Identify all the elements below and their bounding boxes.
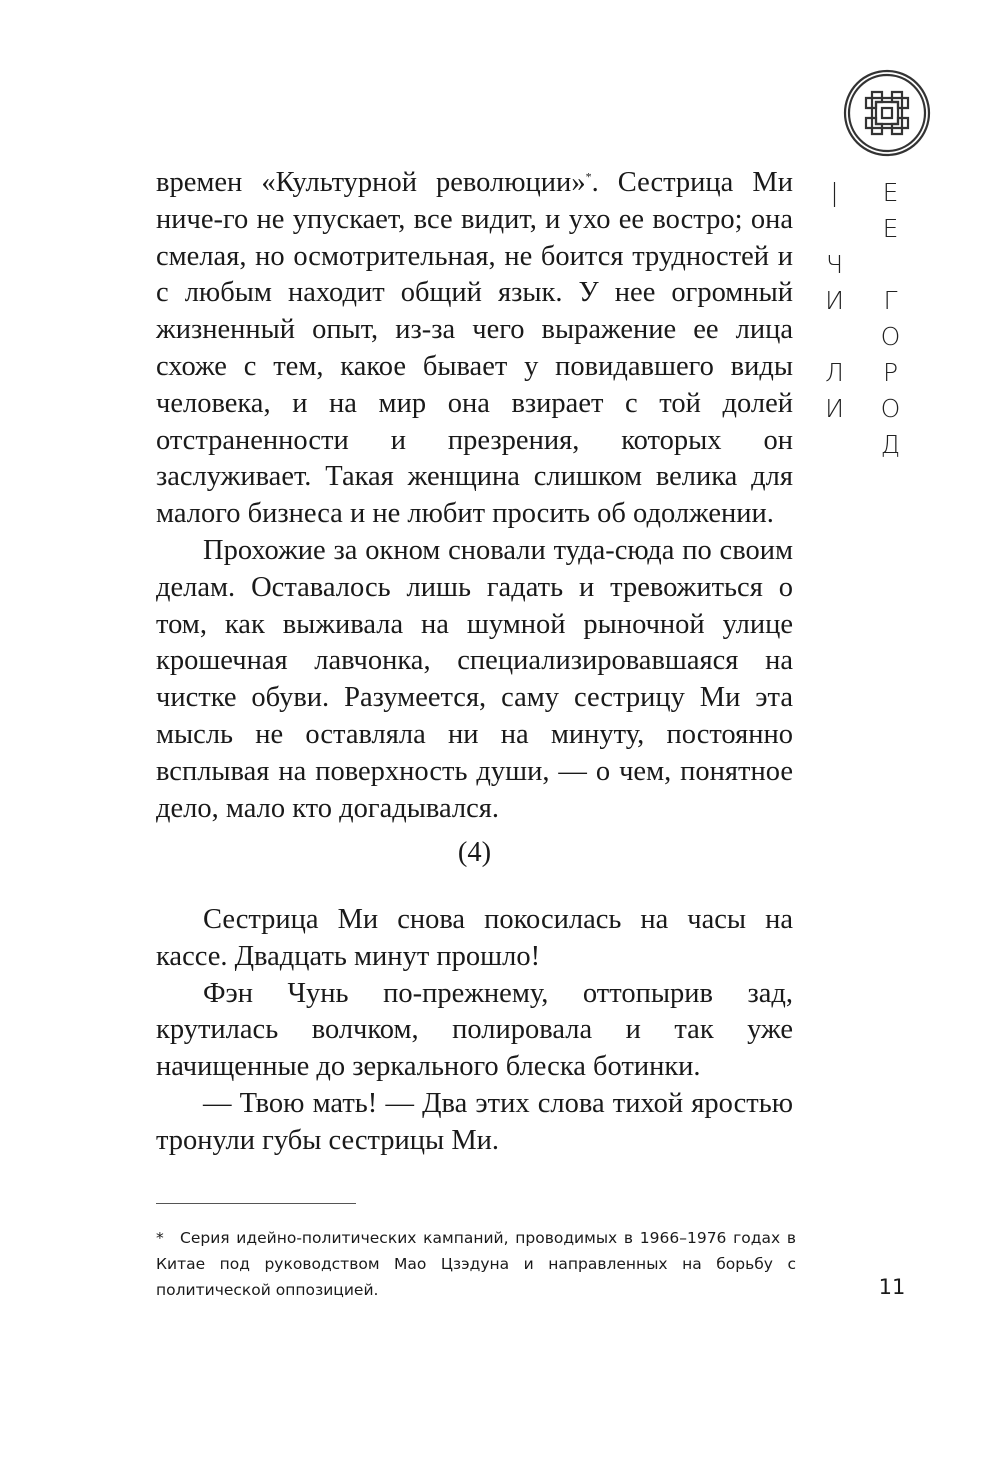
footnote-divider [156, 1203, 356, 1204]
running-title: ЕЕ ГОРОД | ЧИ ЛИ [820, 178, 905, 466]
paragraph: Фэн Чунь по-прежнему, оттопырив зад, крутилась волчком, полировала и так уже начищенные до зеркального блеска ботинки. [156, 977, 793, 1083]
main-text [156, 165, 793, 868]
paragraph: Прохожие за окном сновали туда-сюда по своим делам. Оставалось лишь гадать и тревожиться о том, как выживала на шумной рыночной улице крошечная лавчонка, специализировавшаяся на чистке обуви. Разумеется, саму сестрицу Ми эта мысль не оставляла ни на минуту, постоянно всплывая на поверхность души, — о чем, понятное дело, мало кто догадывался. [156, 534, 793, 824]
text-fragment: . Сестрица Ми ниче- [156, 167, 793, 235]
footnote [156, 1225, 796, 1303]
paragraph: Сестрица Ми снова покосилась на часы на кассе. Двадцать минут прошло! [156, 904, 793, 972]
section-number: (4) [457, 837, 492, 868]
footnote-reference[interactable]: * [585, 169, 592, 184]
text-fragment: времен «Культурной революции» [156, 167, 586, 198]
footnote-text: Серия идейно-политических кампаний, проводимых в 1966–1976 годах в Китае под руководством Мао Цзэдуна и направленных на борьбу с политической оппозицией. [156, 1229, 796, 1299]
footnote-mark: * [156, 1229, 164, 1247]
chinese-knot-ornament-icon [842, 68, 932, 158]
page-number: 11 [878, 1275, 906, 1299]
paragraph [156, 165, 793, 533]
main-text-continued [156, 902, 793, 1160]
paragraph: — Твою мать! — Два этих слова тихой яростью тронули губы сестрицы Ми. [156, 1087, 793, 1156]
text-fragment: го не упускает, все видит, и ухо ее востро; она смелая, но осмотрительная, не боится трудностей и с любым находит общий язык. У нее огромный жизненный опыт, из-за чего выражение ее лица схоже с тем, какое бывает у повидавшего виды человека, и на мир она взирает с той долей отстраненности и презрения, которых он заслуживает. Такая женщина слишком велика для малого бизнеса и не любит просить об одолжении. [156, 203, 793, 530]
